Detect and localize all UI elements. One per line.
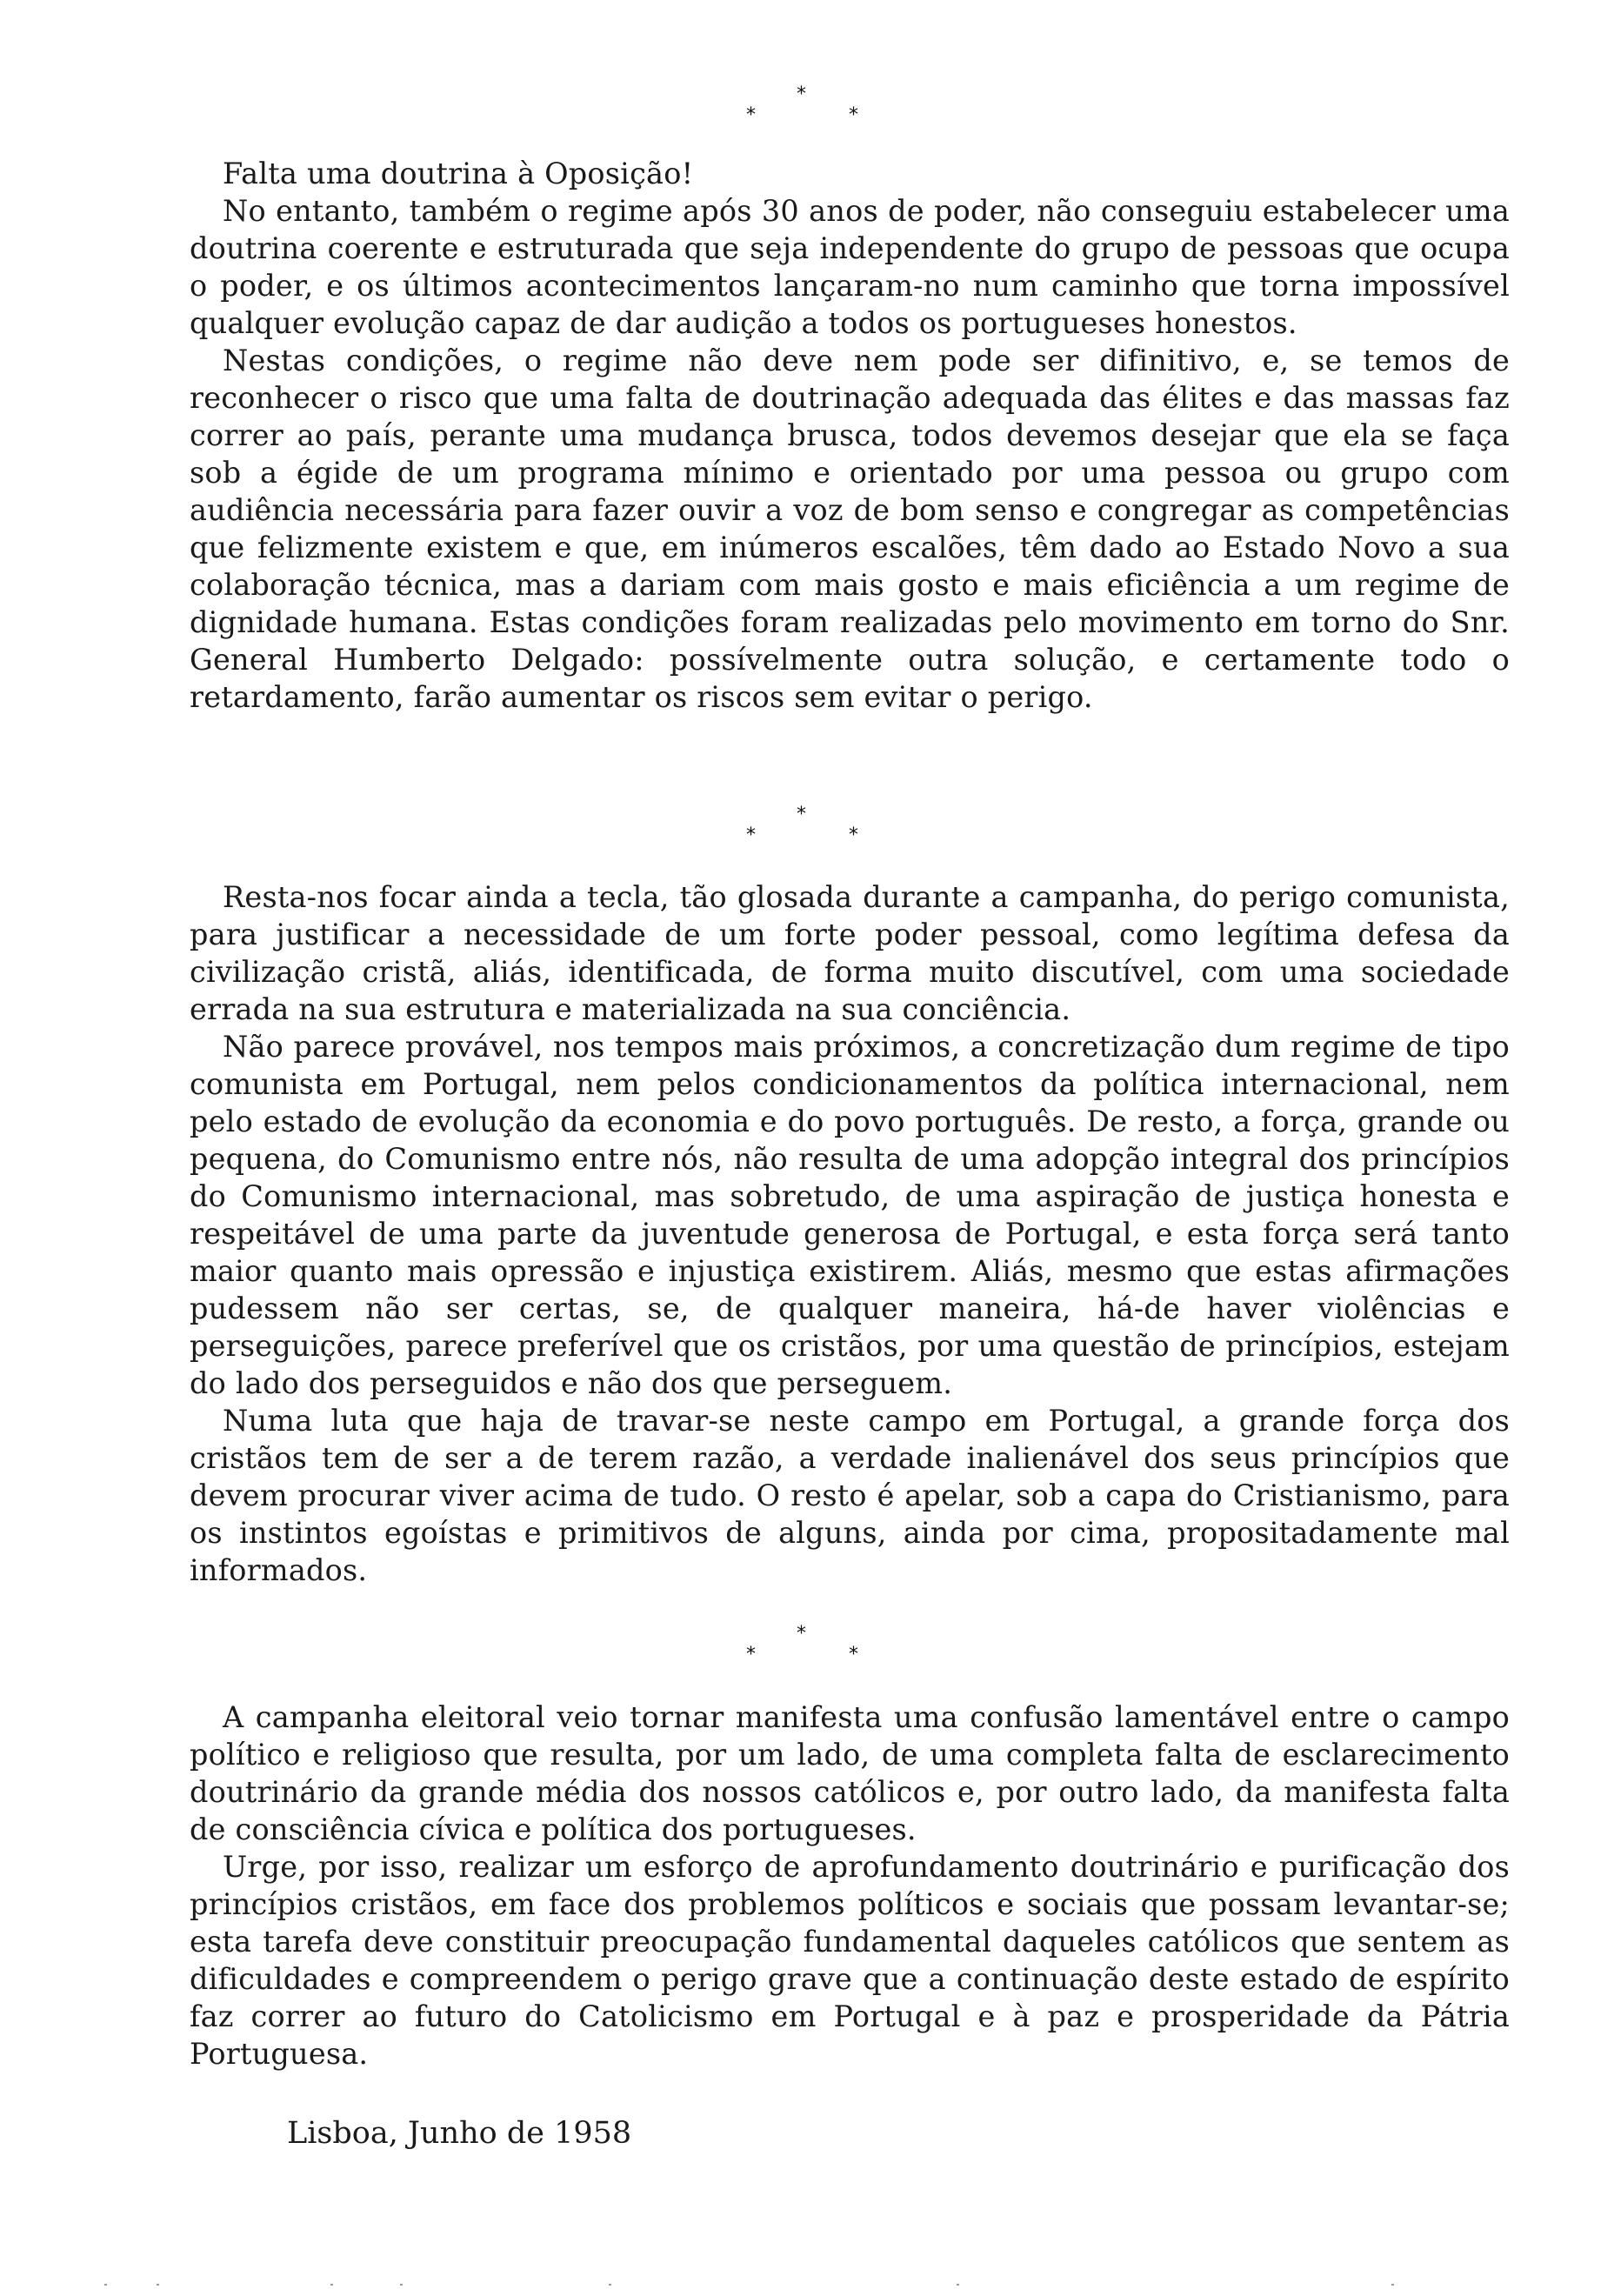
paragraph: Numa luta que haja de travar-se neste campo em Portugal, a grande força dos cristãos tem de ser a de terem razão, a verdade inalienável dos seus princípios que devem procurar viver acima de tudo. O resto é apelar, sob a capa do Cristianismo, para os instintos egoístas e primitivos de alguns, ainda por cima, propositadamente mal informados.: [190, 1404, 1510, 1587]
signoff-place-date: Lisboa, Junho de 1958: [287, 2116, 632, 2151]
separator-star: *: [797, 83, 806, 105]
scan-noise: [0, 2277, 1614, 2294]
separator-star: *: [849, 1644, 858, 1665]
separator-star: *: [797, 804, 806, 825]
paragraph: Resta-nos focar ainda a tecla, tão glosada durante a campanha, do perigo comunista, para justificar a necessidade de um forte poder pessoal, como legítima defesa da civilização cristã, aliás, identificada, de forma muito discutível, com uma sociedade errada na sua estrutura e materializada na sua conciência.: [190, 880, 1510, 1026]
paragraph: No entanto, também o regime após 30 anos de poder, não conseguiu estabelecer uma doutrina coerente e estruturada que seja independente do grupo de pessoas que ocupa o poder, e os últimos acontecimentos lançaram-no num caminho que torna impossível qualquer evolução capaz de dar audição a todos os portugueses honestos.: [190, 194, 1510, 340]
paragraph: Nestas condições, o regime não deve nem pode ser difinitivo, e, se temos de reconhecer o risco que uma falta de doutrinação adequada das élites e das massas faz correr ao país, perante uma mudança brusca, todos devemos desejar que ela se faça sob a égide de um programa mínimo e orientado por uma pessoa ou grupo com audiência necessária para fazer ouvir a voz de bom senso e congregar as competências que felizmente existem e que, em inúmeros escalões, têm dado ao Estado Novo a sua colaboração técnica, mas a dariam com mais gosto e mais eficiência a um regime de dignidade humana. Estas condições foram realizadas pelo movimento em torno do Snr. General Humberto Delgado: possívelmente outra solução, e certamente todo o retardamento, farão aumentar os riscos sem evitar o perigo.: [190, 344, 1510, 714]
paragraph: Falta uma doutrina à Oposição!: [223, 157, 694, 190]
separator-star: *: [746, 1644, 756, 1665]
separator-star: *: [746, 824, 756, 846]
section-3: [190, 1699, 1510, 2072]
separator-star: *: [797, 1623, 806, 1645]
separator-star: *: [849, 104, 858, 126]
section-1: [190, 155, 1510, 716]
section-2: [190, 878, 1510, 1589]
section-separator: [729, 1625, 885, 1677]
section-separator-top: [729, 85, 885, 137]
paragraph: Urge, por isso, realizar um esforço de aprofundamento doutrinário e purificação dos princípios cristãos, em face dos problemos políticos e sociais que possam levantar-se; esta tarefa deve constituir preocupação fundamental daqueles católicos que sentem as dificuldades e compreendem o perigo grave que a continuação deste estado de espírito faz correr ao futuro do Catolicismo em Portugal e à paz e prosperidade da Pátria Portuguesa.: [190, 1850, 1510, 2071]
section-separator: [729, 805, 885, 858]
separator-star: *: [849, 824, 858, 846]
separator-star: *: [746, 104, 756, 126]
paragraph: Não parece provável, nos tempos mais próximos, a concretização dum regime de tipo comunista em Portugal, nem pelos condicionamentos da política internacional, nem pelo estado de evolução da economia e do povo português. De resto, a força, grande ou pequena, do Comunismo entre nós, não resulta de uma adopção integral dos princípios do Comunismo internacional, mas sobretudo, de uma aspiração de justiça honesta e respeitável de uma parte da juventude generosa de Portugal, e esta força será tanto maior quanto mais opressão e injustiça existirem. Aliás, mesmo que estas afirmações pudessem não ser certas, se, de qualquer maneira, há-de haver violências e perseguições, parece preferível que os cristãos, por uma questão de princípios, estejam do lado dos perseguidos e não dos que perseguem.: [190, 1030, 1510, 1400]
paragraph: A campanha eleitoral veio tornar manifesta uma confusão lamentável entre o campo político e religioso que resulta, por um lado, de uma completa falta de esclarecimento doutrinário da grande média dos nossos católicos e, por outro lado, da manifesta falta de consciência cívica e política dos portugueses.: [190, 1700, 1510, 1846]
